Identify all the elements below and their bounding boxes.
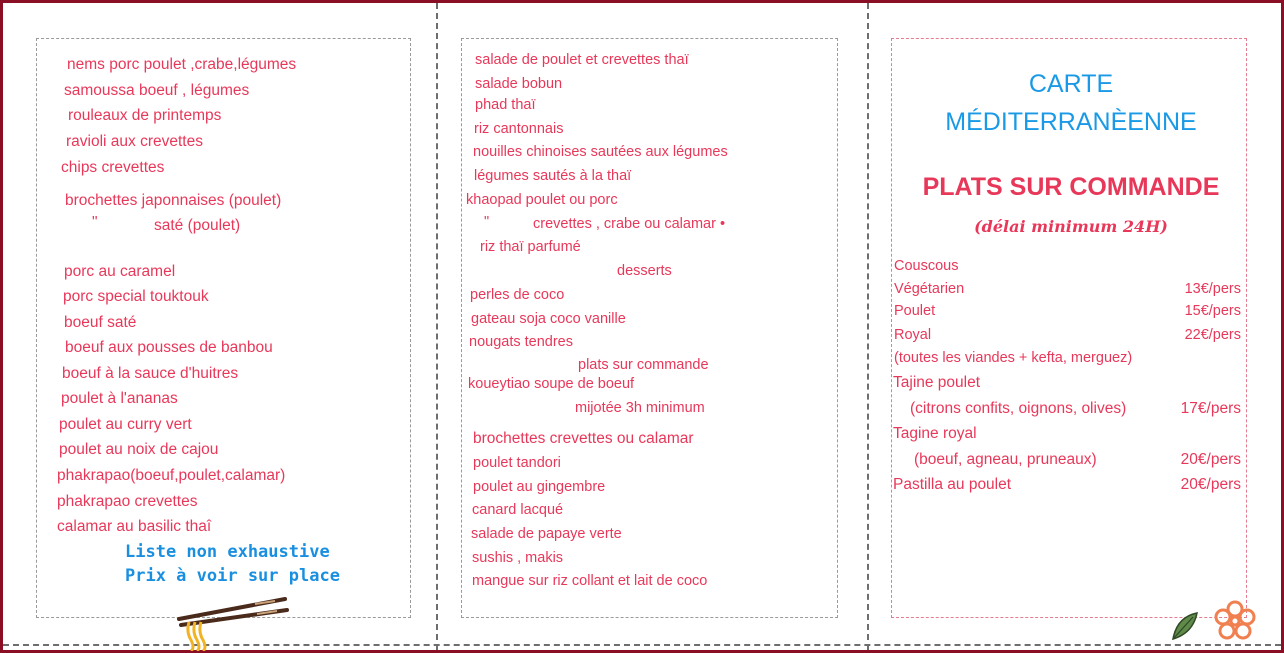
price: 15€/pers: [1184, 303, 1241, 319]
menu-item: boeuf aux pousses de banbou: [65, 339, 273, 356]
menu-item: mangue sur riz collant et lait de coco: [472, 573, 708, 589]
menu-item: phakrapao crevettes: [57, 493, 198, 510]
note-line: Prix à voir sur place: [125, 566, 340, 586]
dish-tajine-poulet: Tajine poulet: [893, 374, 981, 391]
menu-item: boeuf à la sauce d'huitres: [62, 365, 239, 382]
menu-item: salade de poulet et crevettes thaï: [475, 52, 689, 68]
menu-item: poulet au gingembre: [473, 479, 606, 495]
dish-note: (toutes les viandes + kefta, merguez): [894, 350, 1133, 366]
menu-item: gateau soja coco vanille: [471, 311, 626, 327]
menu-item: boeuf saté: [64, 314, 137, 331]
menu-item: chips crevettes: [61, 159, 165, 176]
dish-tagine-royal: Tagine royal: [893, 425, 977, 442]
menu-item: sushis , makis: [472, 550, 564, 566]
delay-subtitle: (délai minimum 24H): [974, 217, 1168, 236]
menu-item: phakrapao(boeuf,poulet,calamar): [57, 467, 286, 484]
menu-item: riz thaï parfumé: [480, 239, 581, 255]
price: 20€/pers: [1180, 476, 1241, 493]
section-heading-desserts: desserts: [617, 263, 672, 279]
fold-line-1: [436, 3, 438, 650]
menu-item: riz cantonnais: [474, 121, 564, 137]
menu-item: canard lacqué: [472, 502, 564, 518]
ditto-mark: ": [484, 214, 490, 230]
price: 17€/pers: [1180, 400, 1241, 417]
dish-desc: (boeuf, agneau, pruneaux): [914, 451, 1097, 468]
ditto-mark: ": [92, 214, 98, 231]
dish-vegetarien: Végétarien: [894, 281, 965, 297]
menu-item: salade de papaye verte: [471, 526, 622, 542]
menu-item: rouleaux de printemps: [68, 107, 222, 124]
menu-item: nouilles chinoises sautées aux légumes: [473, 144, 728, 160]
menu-item: nems porc poulet ,crabe,légumes: [67, 56, 297, 73]
menu-item: ravioli aux crevettes: [66, 133, 203, 150]
price: 13€/pers: [1184, 281, 1241, 297]
menu-item: perles de coco: [470, 287, 565, 303]
menu-item: salade bobun: [475, 76, 563, 92]
menu-item: poulet au curry vert: [59, 416, 192, 433]
fold-line-2: [867, 3, 869, 650]
menu-item: nougats tendres: [469, 334, 573, 350]
price: 20€/pers: [1180, 451, 1241, 468]
menu-item: brochettes crevettes ou calamar: [473, 430, 694, 447]
price: 22€/pers: [1184, 327, 1241, 343]
menu-item: samoussa boeuf , légumes: [64, 82, 250, 99]
menu-item: koueytiao soupe de boeuf: [468, 376, 635, 392]
dish-desc: (citrons confits, oignons, olives): [910, 400, 1127, 417]
note-line: Liste non exhaustive: [125, 542, 330, 562]
menu-item-note: mijotée 3h minimum: [575, 400, 705, 416]
dish-poulet: Poulet: [894, 303, 936, 319]
menu-item: crevettes , crabe ou calamar •: [533, 216, 726, 232]
menu-item: khaopad poulet ou porc: [466, 192, 618, 208]
menu-item: calamar au basilic thaî: [57, 518, 212, 535]
dish-couscous: Couscous: [894, 258, 959, 274]
noodles-chopsticks-icon: [175, 595, 290, 651]
plats-heading: PLATS SUR COMMANDE: [922, 173, 1220, 201]
menu-item: phad thaï: [475, 97, 536, 113]
leaf-flower-icon: [1167, 599, 1275, 645]
carte-title: MÉDITERRANÈENNE: [945, 108, 1197, 136]
menu-item: brochettes japonnaises (poulet): [65, 192, 282, 209]
menu-item: légumes sautés à la thaï: [474, 168, 632, 184]
dish-royal: Royal: [894, 327, 932, 343]
dish-pastilla: Pastilla au poulet: [893, 476, 1012, 493]
menu-item: poulet à l'ananas: [61, 390, 178, 407]
menu-item: poulet tandori: [473, 455, 561, 471]
menu-item: saté (poulet): [154, 217, 241, 234]
section-heading-plats: plats sur commande: [578, 357, 709, 373]
carte-title: CARTE: [1028, 70, 1114, 98]
menu-item: poulet au noix de cajou: [59, 441, 219, 458]
menu-item: porc au caramel: [64, 263, 176, 280]
menu-item: porc special touktouk: [63, 288, 209, 305]
